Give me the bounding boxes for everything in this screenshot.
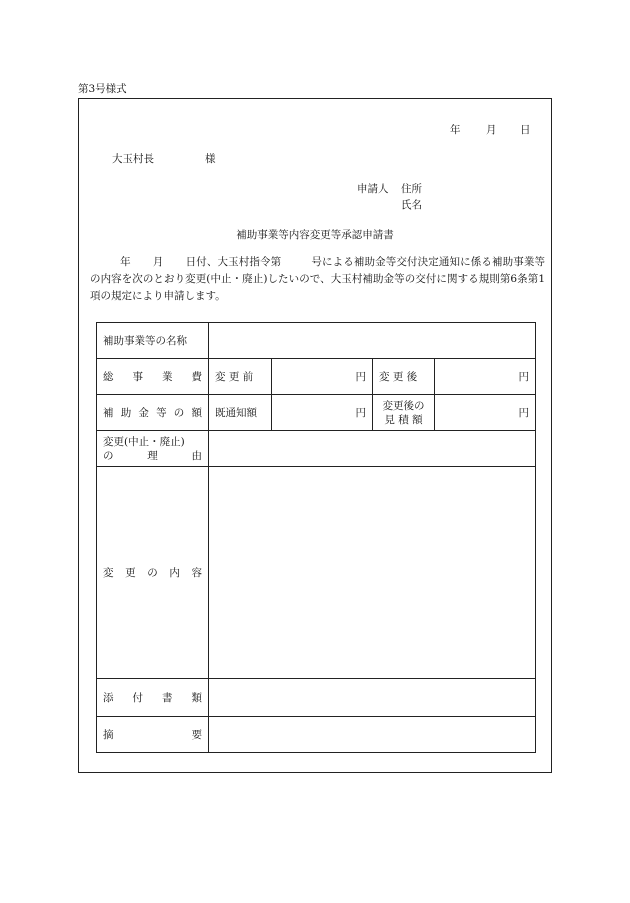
remarks-value[interactable] xyxy=(209,717,536,753)
estimate-label-line1: 変更後の xyxy=(382,399,425,412)
reason-yu: 由 xyxy=(191,449,202,462)
after-change-label: 変 更 後 xyxy=(373,359,435,395)
project-name-value[interactable] xyxy=(209,323,536,359)
reason-no: の xyxy=(103,449,114,462)
date-day: 日 xyxy=(520,124,531,136)
estimate-label-line2: 見 積 額 xyxy=(384,413,423,426)
date-month: 月 xyxy=(486,124,497,136)
body-part2: 号による補助金等交付決定通知に係る補助事業等の内容を次のとおり変更(中止・廃止)したいので、大玉村補助金等の交付に関する規則第6条第1項の規定により申請します。 xyxy=(90,256,545,302)
attachments-label: 添 付 書 類 xyxy=(97,679,209,717)
reason-label xyxy=(97,431,209,467)
body-paragraph xyxy=(90,254,545,305)
attachments-value[interactable] xyxy=(209,679,536,717)
content-value[interactable] xyxy=(209,467,536,679)
subsidy-amount-label: 補 助 金 等 の 額 xyxy=(97,395,209,431)
row-content xyxy=(97,467,536,679)
notified-amount-label: 既通知額 xyxy=(209,395,272,431)
row-project-name xyxy=(97,323,536,359)
reason-label-line1: 変更(中止・廃止) xyxy=(103,435,185,448)
reason-value[interactable] xyxy=(209,431,536,467)
row-remarks xyxy=(97,717,536,753)
form-number-label: 第3号様式 xyxy=(78,83,127,95)
row-total-cost xyxy=(97,359,536,395)
row-reason xyxy=(97,431,536,467)
project-name-label: 補助事業等の名称 xyxy=(97,323,209,359)
honorific: 様 xyxy=(205,153,216,165)
reason-ri: 理 xyxy=(147,449,158,462)
notified-amount-yen[interactable]: 円 xyxy=(272,395,373,431)
reason-label-line2 xyxy=(103,449,202,463)
estimate-label xyxy=(373,395,435,431)
total-cost-label: 総 事 業 費 xyxy=(97,359,209,395)
remarks-you: 要 xyxy=(191,729,202,741)
application-table xyxy=(96,322,536,753)
content-label: 変 更 の 内 容 xyxy=(97,467,209,679)
applicant-label: 申請人 xyxy=(357,183,389,195)
body-part1: 日付、大玉村指令第 xyxy=(185,256,282,268)
estimate-yen[interactable]: 円 xyxy=(435,395,536,431)
after-change-yen[interactable]: 円 xyxy=(435,359,536,395)
applicant-name-label: 氏名 xyxy=(401,199,422,211)
body-month: 月 xyxy=(152,256,164,268)
remarks-label xyxy=(97,717,209,753)
document-title: 補助事業等内容変更等承認申請書 xyxy=(236,229,394,241)
row-subsidy-amount xyxy=(97,395,536,431)
applicant-address-label: 住所 xyxy=(401,183,422,195)
addressee: 大玉村長 xyxy=(112,153,154,165)
body-year: 年 xyxy=(120,256,131,268)
row-attachments xyxy=(97,679,536,717)
before-change-label: 変 更 前 xyxy=(209,359,272,395)
date-year: 年 xyxy=(450,124,461,136)
before-change-yen[interactable]: 円 xyxy=(272,359,373,395)
remarks-teki: 摘 xyxy=(103,729,114,741)
